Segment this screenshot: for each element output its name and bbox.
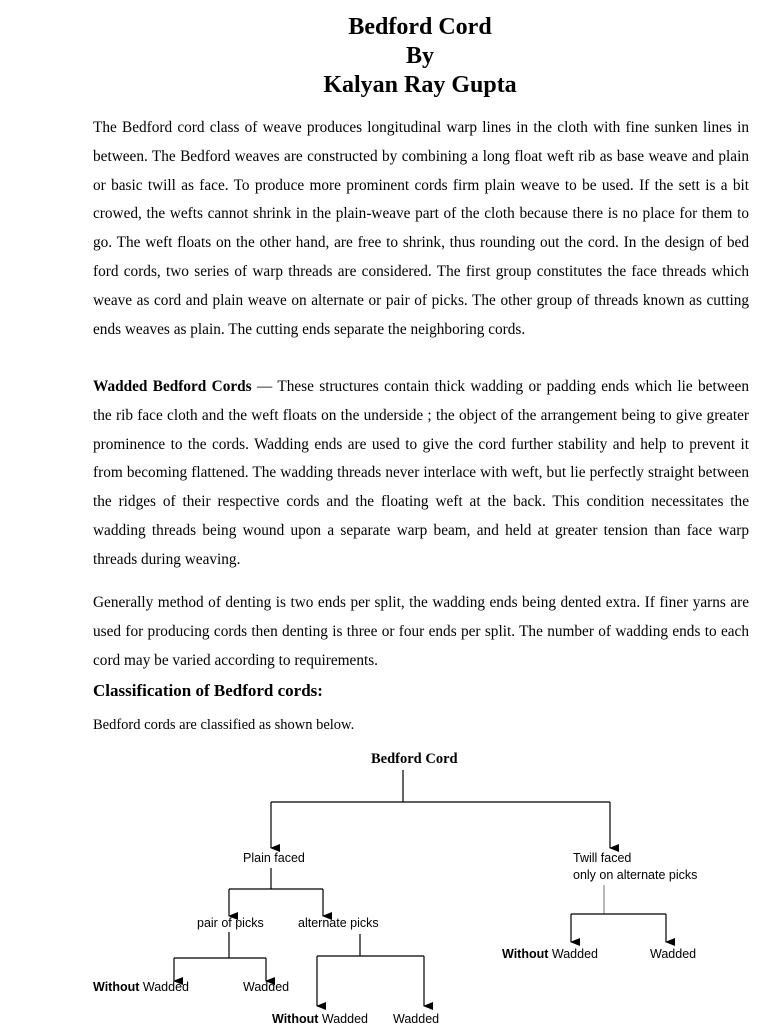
without-word: Without: [502, 947, 549, 961]
diagram-twill-wadded-label: Wadded: [650, 947, 697, 961]
diagram-pair-of-picks-label: pair of picks: [197, 916, 264, 930]
document-title-line-1: Bedford Cord: [348, 14, 492, 40]
diagram-root-label: Bedford Cord: [371, 751, 458, 767]
document-author: Kalyan Ray Gupta: [323, 72, 517, 98]
diagram-pair-wadded-label: Wadded: [243, 980, 290, 994]
diagram-twill-without-wadded-label: [502, 946, 598, 963]
wadded-bedford-lead: Wadded Bedford Cords: [93, 378, 252, 395]
classification-heading: Classification of Bedford cords:: [93, 681, 323, 700]
wadded-bedford-text: — These structures contain thick wadding or padding ends which lie between the rib face cloth and the weft floats on the underside ; the object of the arrangement being to give greater prominence to the cords. Wadding ends are used to give the cord further stability and help to prevent it from becoming flattened. The wadding threads never interlace with weft, but lie perfectly straight between the ridges of their respective cords and the floating weft at the back. This condition necessitates the wadding threads being wound upon a separate warp beam, and held at greater tension than face warp threads during weaving.: [93, 378, 749, 568]
wadded-word: Wadded: [142, 980, 189, 994]
wadded-word: Wadded: [551, 947, 598, 961]
diagram-pair-without-wadded-label: [93, 979, 189, 996]
without-word: Without: [272, 1012, 319, 1026]
diagram-twill-faced-label: Twill faced: [573, 851, 632, 865]
denting-paragraph: Generally method of denting is two ends per split, the wadding ends being dented extra. If finer yarns are used for producing cords then denting is three or four ends per split. The number of wadding ends to each cord may be varied according to requirements.: [93, 594, 749, 669]
diagram-alternate-wadded-label: Wadded: [393, 1012, 440, 1026]
classification-intro: Bedford cords are classified as shown below.: [93, 717, 355, 733]
intro-paragraph: The Bedford cord class of weave produces longitudinal warp lines in the cloth with fine sunken lines in between. The Bedford weaves are constructed by combining a long float weft rib as base weave and plain or basic twill as face. To produce more prominent cords firm plain weave to be used. If the sett is a bit crowed, the wefts cannot shrink in the plain-weave part of the cloth because there is no place for them to go. The weft floats on the other hand, are free to shrink, thus rounding out the cord. In the design of bed ford cords, two series of warp threads are considered. The first group constitutes the face threads which weave as cord and plain weave on alternate or pair of picks. The other group of threads known as cutting ends weaves as plain. The cutting ends separate the neighboring cords.: [93, 119, 749, 338]
document-title-line-2: By: [405, 43, 434, 69]
diagram-alternate-picks-label: alternate picks: [298, 916, 379, 930]
diagram-twill-faced-sublabel: only on alternate picks: [573, 868, 698, 882]
wadded-word: Wadded: [321, 1012, 368, 1026]
diagram-alternate-without-wadded-label: [272, 1011, 368, 1028]
without-word: Without: [93, 980, 140, 994]
diagram-plain-faced-label: Plain faced: [243, 851, 305, 865]
